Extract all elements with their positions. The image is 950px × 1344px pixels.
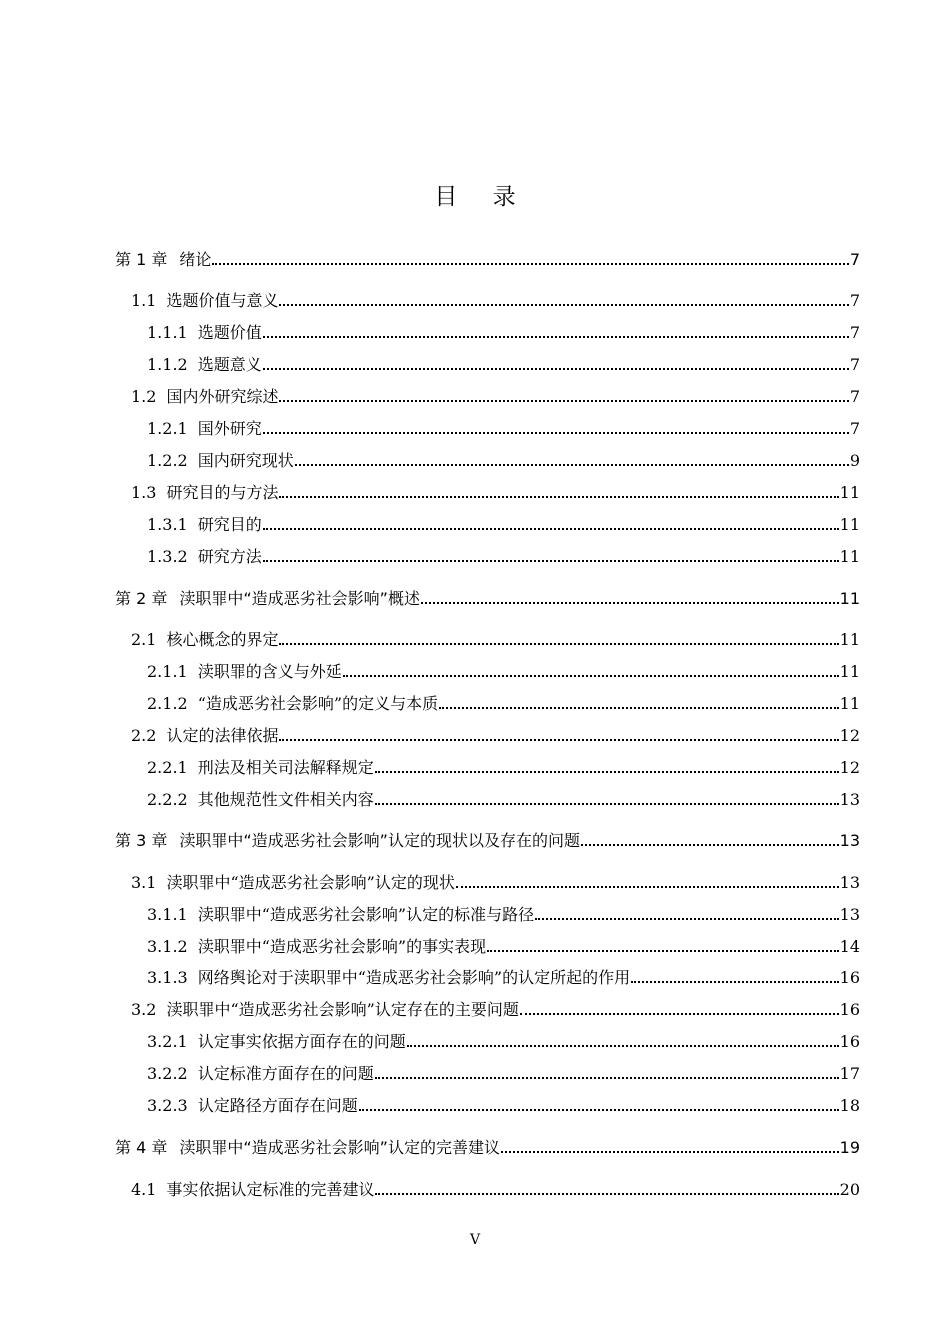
toc-entry-3-2-2[interactable] — [147, 1063, 860, 1085]
entry-number: 3.1.3 — [147, 968, 188, 987]
entry-number: 3.2.2 — [147, 1064, 188, 1083]
entry-title: 渎职罪中“造成恶劣社会影响”认定的完善建议 — [179, 1138, 500, 1157]
dot-leader — [343, 663, 839, 677]
entry-page-number: 11 — [839, 483, 860, 502]
entry-title: 认定路径方面存在问题 — [197, 1096, 358, 1115]
toc-entry-1-1-1[interactable] — [147, 322, 860, 344]
toc-entry-chapter-4[interactable] — [115, 1137, 860, 1159]
entry-number: 第 3 章 — [115, 831, 168, 850]
entry-page-number: 11 — [839, 662, 860, 681]
dot-leader — [375, 791, 839, 805]
entry-title: 渎职罪中“造成恶劣社会影响”认定的现状 — [166, 873, 455, 892]
entry-page-number: 12 — [839, 758, 860, 777]
entry-title: 渎职罪中“造成恶劣社会影响”概述 — [179, 589, 420, 608]
entry-page-number: 13 — [839, 831, 860, 850]
entry-number: 1.1 — [131, 291, 157, 310]
dot-leader — [439, 695, 839, 709]
dot-leader — [487, 938, 839, 952]
dot-leader — [263, 548, 839, 562]
entry-number: 2.2.1 — [147, 758, 188, 777]
entry-page-number: 7 — [849, 419, 860, 438]
entry-page-number: 7 — [849, 291, 860, 310]
entry-title: 核心概念的界定 — [166, 630, 279, 649]
entry-number: 1.2.2 — [147, 451, 188, 470]
toc-entry-1-3-2[interactable] — [147, 546, 860, 568]
dot-leader — [456, 874, 839, 888]
entry-number: 3.2.3 — [147, 1096, 188, 1115]
entry-title: 渎职罪中“造成恶劣社会影响”认定的现状以及存在的问题 — [179, 831, 580, 850]
entry-title: 其他规范性文件相关内容 — [197, 790, 374, 809]
dot-leader — [279, 727, 838, 741]
dot-leader — [535, 906, 839, 920]
toc-entry-2-1-1[interactable] — [147, 661, 860, 683]
toc-title: 目 录 — [434, 184, 530, 210]
toc-entry-4-1[interactable] — [131, 1179, 860, 1201]
entry-title: 研究目的与方法 — [166, 483, 279, 502]
entry-page-number: 19 — [839, 1138, 860, 1157]
entry-title: 认定标准方面存在的问题 — [197, 1064, 374, 1083]
entry-title: 渎职罪中“造成恶劣社会影响”认定的标准与路径 — [197, 905, 535, 924]
entry-title: 渎职罪中“造成恶劣社会影响”的事实表现 — [197, 937, 487, 956]
dot-leader — [279, 388, 848, 402]
page-footer-number: V — [469, 1232, 481, 1248]
entry-title: “造成恶劣社会影响”的定义与本质 — [197, 694, 439, 713]
toc-entry-3-1-3[interactable] — [147, 967, 860, 989]
entry-title: 选题价值 — [197, 323, 262, 342]
dot-leader — [279, 484, 838, 498]
entry-title: 认定的法律依据 — [166, 726, 279, 745]
toc-entry-1-2-2[interactable] — [147, 450, 860, 472]
dot-leader — [263, 324, 849, 338]
entry-number: 1.3.1 — [147, 515, 188, 534]
entry-title: 绪论 — [179, 250, 212, 269]
toc-entry-2-2[interactable] — [131, 725, 860, 747]
entry-page-number: 16 — [839, 968, 860, 987]
entry-page-number: 14 — [839, 937, 860, 956]
entry-page-number: 13 — [839, 873, 860, 892]
entry-number: 3.2.1 — [147, 1032, 188, 1051]
entry-number: 3.1.2 — [147, 937, 188, 956]
entry-number: 2.1.1 — [147, 662, 188, 681]
toc-entry-chapter-3[interactable] — [115, 830, 860, 852]
dot-leader — [375, 759, 839, 773]
entry-number: 3.1.1 — [147, 905, 188, 924]
entry-title: 渎职罪的含义与外延 — [197, 662, 342, 681]
entry-page-number: 7 — [849, 355, 860, 374]
entry-number: 2.1.2 — [147, 694, 188, 713]
entry-page-number: 11 — [839, 694, 860, 713]
entry-page-number: 7 — [849, 250, 860, 269]
entry-page-number: 16 — [839, 1000, 860, 1019]
entry-page-number: 13 — [839, 790, 860, 809]
toc-entry-3-1-1[interactable] — [147, 904, 860, 926]
toc-entry-3-1[interactable] — [131, 872, 860, 894]
entry-page-number: 11 — [839, 547, 860, 566]
entry-title: 研究目的 — [197, 515, 262, 534]
toc-entry-1-3-1[interactable] — [147, 514, 860, 536]
entry-number: 1.2 — [131, 387, 157, 406]
toc-entry-2-2-2[interactable] — [147, 789, 860, 811]
entry-number: 第 2 章 — [115, 589, 168, 608]
toc-entry-2-1[interactable] — [131, 629, 860, 651]
entry-page-number: 11 — [839, 515, 860, 534]
dot-leader — [359, 1097, 839, 1111]
toc-entry-3-2[interactable] — [131, 999, 860, 1021]
entry-number: 3.2 — [131, 1000, 157, 1019]
entry-number: 2.2 — [131, 726, 157, 745]
dot-leader — [520, 1001, 839, 1015]
entry-page-number: 9 — [849, 451, 860, 470]
entry-number: 第 4 章 — [115, 1138, 168, 1157]
entry-number: 1.3.2 — [147, 547, 188, 566]
toc-entry-1-3[interactable] — [131, 482, 860, 504]
toc-entry-chapter-2[interactable] — [115, 588, 860, 610]
toc-entry-2-1-2[interactable] — [147, 693, 860, 715]
entry-number: 第 1 章 — [115, 250, 168, 269]
entry-page-number: 7 — [849, 323, 860, 342]
entry-title: 国内研究现状 — [197, 451, 294, 470]
toc-entry-3-2-3[interactable] — [147, 1095, 860, 1117]
toc-entry-1-2-1[interactable] — [147, 418, 860, 440]
entry-title: 网络舆论对于渎职罪中“造成恶劣社会影响”的认定所起的作用 — [197, 968, 631, 987]
entry-page-number: 18 — [839, 1096, 860, 1115]
entry-title: 事实依据认定标准的完善建议 — [166, 1180, 375, 1199]
toc-entry-3-1-2[interactable] — [147, 936, 860, 958]
entry-number: 4.1 — [131, 1180, 157, 1199]
entry-title: 国外研究 — [197, 419, 262, 438]
entry-title: 刑法及相关司法解释规定 — [197, 758, 374, 777]
toc-entry-2-2-1[interactable] — [147, 757, 860, 779]
toc-entry-3-2-1[interactable] — [147, 1031, 860, 1053]
dot-leader — [263, 356, 849, 370]
entry-number: 1.1.1 — [147, 323, 188, 342]
entry-page-number: 7 — [849, 387, 860, 406]
dot-leader — [631, 969, 839, 983]
toc-entry-1-1-2[interactable] — [147, 354, 860, 376]
dot-leader — [212, 251, 848, 265]
toc-entry-1-1[interactable] — [131, 290, 860, 312]
dot-leader — [421, 590, 839, 604]
dot-leader — [501, 1139, 839, 1153]
toc-entry-1-2[interactable] — [131, 386, 860, 408]
dot-leader — [263, 420, 849, 434]
dot-leader — [295, 452, 849, 466]
entry-title: 认定事实依据方面存在的问题 — [197, 1032, 406, 1051]
entry-page-number: 11 — [839, 630, 860, 649]
dot-leader — [263, 516, 839, 530]
dot-leader — [279, 292, 848, 306]
entry-title: 国内外研究综述 — [166, 387, 279, 406]
entry-page-number: 16 — [839, 1032, 860, 1051]
entry-page-number: 11 — [839, 589, 860, 608]
dot-leader — [375, 1065, 839, 1079]
entry-number: 2.1 — [131, 630, 157, 649]
entry-number: 2.2.2 — [147, 790, 188, 809]
entry-title: 研究方法 — [197, 547, 262, 566]
entry-title: 选题意义 — [197, 355, 262, 374]
entry-title: 渎职罪中“造成恶劣社会影响”认定存在的主要问题 — [166, 1000, 519, 1019]
entry-page-number: 13 — [839, 905, 860, 924]
entry-page-number: 17 — [839, 1064, 860, 1083]
dot-leader — [581, 832, 839, 846]
toc-entry-chapter-1[interactable] — [115, 249, 860, 271]
entry-number: 1.3 — [131, 483, 157, 502]
entry-page-number: 20 — [839, 1180, 860, 1199]
dot-leader — [407, 1033, 839, 1047]
entry-number: 1.2.1 — [147, 419, 188, 438]
entry-title: 选题价值与意义 — [166, 291, 279, 310]
entry-number: 3.1 — [131, 873, 157, 892]
dot-leader — [279, 631, 838, 645]
dot-leader — [375, 1181, 838, 1195]
entry-number: 1.1.2 — [147, 355, 188, 374]
entry-page-number: 12 — [839, 726, 860, 745]
